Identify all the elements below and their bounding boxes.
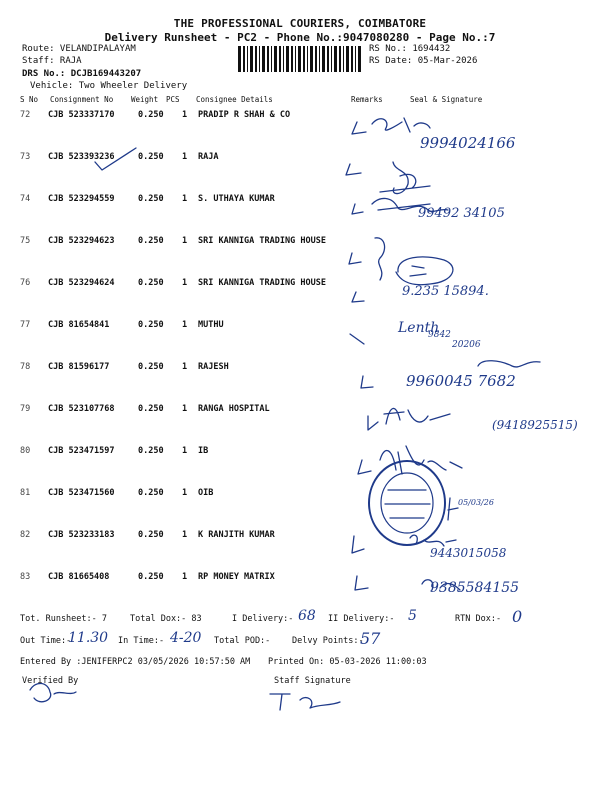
row-consignment-no: CJB 523294624 <box>48 278 115 288</box>
barcode-image <box>238 46 362 72</box>
row-consignee: SRI KANNIGA TRADING HOUSE <box>198 278 326 288</box>
drs-number: DRS No.: DCJB169443207 <box>22 69 142 79</box>
handwritten-row-77-b: 20206 <box>452 340 481 350</box>
handwritten-phone-row-83: 9385584155 <box>430 580 520 596</box>
row-consignee: PRADIP R SHAH & CO <box>198 110 291 120</box>
staff-signature-label: Staff Signature <box>274 676 351 686</box>
table-row <box>0 320 600 362</box>
row-consignee: RAJA <box>198 152 219 162</box>
row-consignee: MUTHU <box>198 320 224 330</box>
row-sno: 73 <box>20 152 31 162</box>
row-consignment-no: CJB 523294623 <box>48 236 115 246</box>
rs-number: RS No.: 1694432 <box>369 44 451 54</box>
col-seal-signature: Seal & Signature <box>410 95 483 104</box>
row-weight: 0.250 <box>138 278 164 288</box>
table-row <box>0 446 600 488</box>
out-time-label: Out Time:- <box>20 636 72 646</box>
row-consignment-no: CJB 81654841 <box>48 320 110 330</box>
entered-by: Entered By :JENIFERPC2 03/05/2026 10:57:50 AM <box>20 657 251 667</box>
row-consignment-no: CJB 523337170 <box>48 110 115 120</box>
row-consignment-no: CJB 523471560 <box>48 488 115 498</box>
table-row <box>0 488 600 530</box>
in-time-label: In Time:- <box>118 636 165 646</box>
row-sno: 83 <box>20 572 31 582</box>
staff-signature-icon <box>270 694 340 710</box>
runsheet-subtitle: Delivery Runsheet - PC2 - Phone No.:9047080280 - Page No.:7 <box>104 31 496 44</box>
row-consignment-no: CJB 523233183 <box>48 530 115 540</box>
rs-date: RS Date: 05-Mar-2026 <box>369 56 478 66</box>
row-weight: 0.250 <box>138 404 164 414</box>
handwritten-date-row-81: 05/03/26 <box>458 498 494 507</box>
staff-label: Staff: RAJA <box>22 56 82 66</box>
total-pod-label: Total POD:- <box>214 636 271 646</box>
row-pcs: 1 <box>182 194 188 204</box>
in-time-value: 4-20 <box>170 630 202 646</box>
row-consignment-no: CJB 81665408 <box>48 572 110 582</box>
row-weight: 0.250 <box>138 488 164 498</box>
delvy-points-label: Delvy Points:- <box>292 636 364 646</box>
row-sno: 79 <box>20 404 31 414</box>
table-row <box>0 194 600 236</box>
table-row <box>0 278 600 320</box>
col-pcs: PCS <box>166 95 180 104</box>
row-consignment-no: CJB 523107768 <box>48 404 115 414</box>
row-pcs: 1 <box>182 530 188 540</box>
handwritten-row-77-name: Lenth <box>398 320 440 336</box>
handwritten-phone-row-76: 9.235 15894. <box>402 284 489 299</box>
row-pcs: 1 <box>182 404 188 414</box>
row-weight: 0.250 <box>138 194 164 204</box>
verified-signature-icon <box>30 683 76 701</box>
row-pcs: 1 <box>182 572 188 582</box>
handwritten-phone-row-82: 9443015058 <box>430 546 507 560</box>
vehicle-label: Vehicle: Two Wheeler Delivery <box>30 81 188 91</box>
row-consignee: S. UTHAYA KUMAR <box>198 194 275 204</box>
delvy-points-value: 57 <box>360 629 381 648</box>
i-delivery-label: I Delivery:- <box>232 614 294 624</box>
col-weight: Weight <box>131 95 159 104</box>
company-title: THE PROFESSIONAL COURIERS, COIMBATORE <box>173 17 427 30</box>
total-runsheet: Tot. Runsheet:- 7 <box>20 614 107 624</box>
col-remarks: Remarks <box>351 95 383 104</box>
row-pcs: 1 <box>182 320 188 330</box>
verified-by-label: Verified By <box>22 676 79 686</box>
total-dox: Total Dox:- 83 <box>130 614 202 624</box>
row-sno: 74 <box>20 194 31 204</box>
table-row <box>0 152 600 194</box>
route-label: Route: VELANDIPALAYAM <box>22 44 136 54</box>
col-consignee: Consignee Details <box>196 95 273 104</box>
col-consignment: Consignment No <box>50 95 114 104</box>
row-weight: 0.250 <box>138 530 164 540</box>
row-consignee: K RANJITH KUMAR <box>198 530 275 540</box>
row-pcs: 1 <box>182 152 188 162</box>
row-consignment-no: CJB 523393236 <box>48 152 115 162</box>
handwritten-row-77-a: 9842 <box>428 330 451 340</box>
row-pcs: 1 <box>182 446 188 456</box>
row-sno: 77 <box>20 320 31 330</box>
row-consignee: SRI KANNIGA TRADING HOUSE <box>198 236 326 246</box>
row-sno: 82 <box>20 530 31 540</box>
out-time-value: 11.30 <box>68 630 109 646</box>
handwritten-phone-row-79: (9418925515) <box>492 418 578 432</box>
row-sno: 72 <box>20 110 31 120</box>
row-pcs: 1 <box>182 110 188 120</box>
handwritten-phone-row-74: 99492 34105 <box>418 206 505 221</box>
handwritten-phone-row-72: 9994024166 <box>420 134 516 152</box>
row-weight: 0.250 <box>138 320 164 330</box>
rtn-dox-value: 0 <box>512 607 523 626</box>
row-pcs: 1 <box>182 362 188 372</box>
row-consignment-no: CJB 81596177 <box>48 362 110 372</box>
row-weight: 0.250 <box>138 110 164 120</box>
row-pcs: 1 <box>182 278 188 288</box>
row-sno: 76 <box>20 278 31 288</box>
row-consignee: IB <box>198 446 209 456</box>
row-consignment-no: CJB 523471597 <box>48 446 115 456</box>
row-weight: 0.250 <box>138 572 164 582</box>
row-weight: 0.250 <box>138 362 164 372</box>
row-pcs: 1 <box>182 236 188 246</box>
row-pcs: 1 <box>182 488 188 498</box>
row-consignee: RAJESH <box>198 362 229 372</box>
row-weight: 0.250 <box>138 446 164 456</box>
row-consignment-no: CJB 523294559 <box>48 194 115 204</box>
ii-delivery-value: 5 <box>408 608 417 624</box>
row-sno: 78 <box>20 362 31 372</box>
row-weight: 0.250 <box>138 236 164 246</box>
handwritten-phone-row-78: 9960045 7682 <box>406 372 516 390</box>
row-weight: 0.250 <box>138 152 164 162</box>
col-sno: S No <box>20 95 39 104</box>
table-row <box>0 530 600 572</box>
printed-on: Printed On: 05-03-2026 11:00:03 <box>268 657 427 667</box>
rtn-dox-label: RTN Dox:- <box>455 614 502 624</box>
row-sno: 75 <box>20 236 31 246</box>
i-delivery-value: 68 <box>298 608 316 624</box>
row-consignee: OIB <box>198 488 214 498</box>
row-consignee: RANGA HOSPITAL <box>198 404 270 414</box>
row-consignee: RP MONEY MATRIX <box>198 572 275 582</box>
row-sno: 81 <box>20 488 31 498</box>
row-sno: 80 <box>20 446 31 456</box>
table-row <box>0 236 600 278</box>
ii-delivery-label: II Delivery:- <box>328 614 395 624</box>
